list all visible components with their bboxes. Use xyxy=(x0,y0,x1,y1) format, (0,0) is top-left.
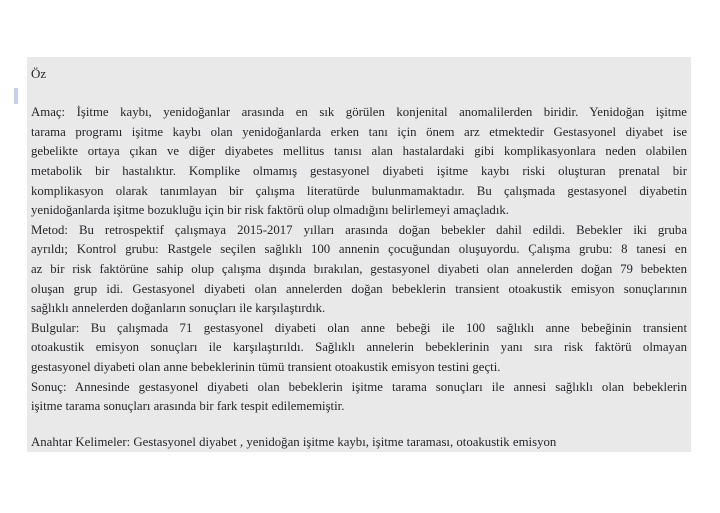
abstract-line: gebelikte ortaya çıkan ve diğer diyabetes mellitus tanısı alan hastalardaki gibi komplikasyonlara neden olabilen xyxy=(31,144,687,159)
paragraph-metod xyxy=(31,221,687,319)
abstract-line: az bir risk faktörüne sahip olup çalışma dışında bırakılan, gestasyonel diyabeti olan annelerden doğan 79 bebekten xyxy=(31,261,687,276)
abstract-line: işitme tarama sonuçları arasında bir fark tespit edilememiştir. xyxy=(31,399,345,414)
paragraph-bulgular xyxy=(31,319,687,378)
abstract-line: oluşan grup idi. Gestasyonel diyabeti olan annelerden doğan bebeklerin transient otoakustik emisyon sonuçlarının xyxy=(31,281,687,296)
abstract-line: yenidoğanlarda işitme bozukluğu için bir risk faktörü olup olmadığını belirlemeyi amaçladık. xyxy=(31,203,509,218)
blank-line xyxy=(31,84,687,104)
paragraph-sonuc xyxy=(31,378,687,417)
abstract-sheet xyxy=(27,57,691,452)
abstract-line: ayrıldı; Kontrol grubu: Rastgele seçilen sağlıklı 100 annenin çocuğundan oluşuyordu. Çalışma grubu: 8 tanesi en xyxy=(31,242,687,257)
section-title: Öz xyxy=(31,66,47,81)
paragraph-amac xyxy=(31,103,687,221)
abstract-line: Sonuç: Annesinde gestasyonel diyabeti olan bebeklerin işitme tarama sonuçları ile annesi sağlıklı olan bebeklerin xyxy=(31,379,687,394)
abstract-line: Metod: Bu retrospektif çalışmaya 2015-2017 yılları arasında doğan bebekler dahil edildi. Bebekler iki gruba xyxy=(31,222,687,237)
abstract-line: otoakustik emisyon sonuçları ile karşılaştırıldı. Sağlıklı annelerin bebeklerinin yanı sıra risk faktörü olmayan xyxy=(31,340,687,355)
abstract-line: tarama programı işitme kaybı olan yenidoğanlarda erken tanı için önem arz etmektedir Gestasyonel diyabet ise xyxy=(31,124,687,139)
abstract-line: metabolik bir hastalıktır. Komplike olmamış gestasyonel diyabeti işitme kaybı riski oluşturan prenatal bir xyxy=(31,163,687,178)
keywords-line: Anahtar Kelimeler: Gestasyonel diyabet , yenidoğan işitme kaybı, işitme taraması, otoakustik emisyon xyxy=(31,434,557,449)
abstract-line: Bulgular: Bu çalışmada 71 gestasyonel diyabeti olan anne bebeği ile 100 sağlıklı anne bebeğinin transient xyxy=(31,320,687,335)
abstract-line: Amaç: İşitme kaybı, yenidoğanlar arasında en sık görülen konjenital anomalilerden biridir. Yenidoğan işitme xyxy=(31,105,687,120)
abstract-line: komplikasyon olarak tanımlayan bir çalışma literatürde bulunmamaktadır. Bu çalışmada gestasyonel diyabetin xyxy=(31,183,687,198)
abstract-line: sağlıklı annelerden doğanların sonuçları ile karşılaştırdık. xyxy=(31,301,326,316)
scan-artifact xyxy=(14,88,18,104)
abstract-line: gestasyonel diyabeti olan anne bebeklerinin tümü transient otoakustik emisyon testini geçti. xyxy=(31,359,501,374)
